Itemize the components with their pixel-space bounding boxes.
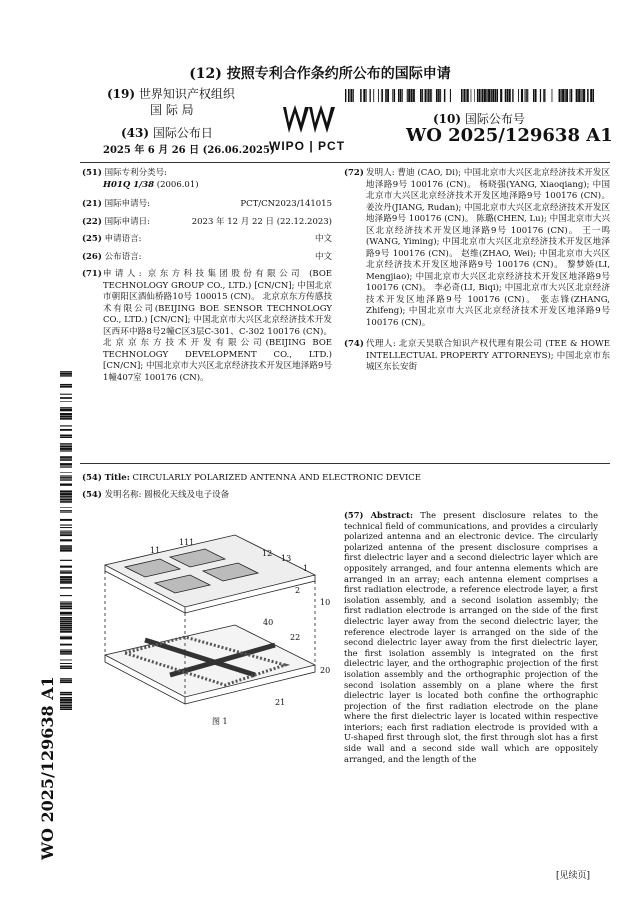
agent-text: 代理人: 北京天昊联合知识产权代理有限公司 (TEE & HOWE INTELLECTUAL PROPERTY ATTORNEYS); 中国北京市东城区东长安街 — [366, 339, 610, 372]
title-label: Title: — [104, 473, 130, 483]
biblio-divider — [80, 463, 610, 464]
fig-label-20: 20 — [320, 666, 331, 675]
lang-code: (25) — [82, 234, 102, 244]
ipc-value-row — [82, 180, 332, 192]
filing-row — [82, 217, 332, 229]
appno-value: PCT/CN2023/141015 — [240, 199, 332, 209]
org-line1: 世界知识产权组织 — [138, 87, 235, 101]
fig-label-111: 111 — [179, 538, 195, 547]
inventor-row — [344, 168, 610, 329]
applicant-row — [82, 269, 332, 384]
biblio-left — [82, 168, 332, 384]
title-cn-value: 圆极化天线及电子设备 — [144, 490, 230, 500]
ipc-date: (2006.01) — [156, 179, 199, 190]
lang-value: 中文 — [314, 234, 332, 244]
pubdate-value: 2025 年 6 月 26 日 (26.06.2025) — [103, 145, 275, 156]
continued-note: [见续页] — [556, 871, 591, 881]
fig-label-1: 1 — [303, 564, 309, 573]
abstract-label: Abstract: — [370, 510, 414, 520]
agent-code: (74) — [344, 339, 364, 349]
wipo-logo-text: WIPO | PCT — [269, 139, 346, 153]
ipc-value: H01Q 1/38 — [103, 179, 155, 190]
fig-label-13: 13 — [281, 554, 292, 563]
ipc-code: (51) — [82, 168, 102, 178]
publang-code: (26) — [82, 251, 102, 262]
fig-label-11: 11 — [150, 546, 161, 555]
publang-value: 中文 — [314, 251, 332, 262]
abstract — [344, 510, 598, 764]
title-value: CIRCULARLY POLARIZED ANTENNA AND ELECTRONIC DEVICE — [132, 473, 422, 483]
pubdate-code: (43) — [121, 126, 150, 140]
fig-label-2: 2 — [295, 586, 301, 595]
lang-row — [82, 234, 332, 246]
agent-row — [344, 339, 610, 374]
title-code: (54) — [82, 473, 102, 483]
header-divider — [80, 162, 610, 163]
document-title: (12) 按照专利合作条约所公布的国际申请 — [189, 66, 451, 82]
appno-label: 国际申请号: — [104, 199, 150, 209]
filing-label: 国际申请日: — [104, 216, 150, 227]
filing-value: 2023 年 12 月 22 日 (22.12.2023) — [191, 216, 332, 227]
abstract-code: (57) — [344, 510, 364, 520]
pubno-label: 国际公布号 — [464, 112, 525, 126]
vertical-barcode — [60, 370, 72, 710]
title-en-row — [82, 473, 602, 485]
vertical-publication-number: WO 2025/129638 A1 — [38, 676, 57, 860]
pubdate-label: 国际公布日 — [152, 126, 213, 140]
pubdate-label-line — [121, 124, 213, 141]
fig-label-22: 22 — [290, 633, 301, 642]
org-name — [107, 85, 235, 102]
title-cn-label: 发明名称: — [104, 490, 142, 500]
ipc-label: 国际专利分类号: — [104, 168, 167, 178]
lang-label: 申请语言: — [104, 234, 142, 244]
title-cn-row — [82, 490, 602, 502]
fig-label-10: 10 — [320, 598, 331, 607]
pubno-value: WO 2025/129638 A1 — [406, 125, 613, 146]
filing-code: (22) — [82, 216, 102, 227]
pubno-code: (10) — [433, 112, 462, 126]
appno-code: (21) — [82, 199, 102, 209]
inventor-code: (72) — [344, 168, 364, 178]
publang-row — [82, 252, 332, 264]
fig-label-12: 12 — [262, 549, 273, 558]
fig-label-21: 21 — [275, 698, 286, 707]
appno-row — [82, 199, 332, 211]
fig-label-40: 40 — [263, 618, 274, 627]
barcode-image — [345, 89, 595, 102]
title-cn-code: (54) — [82, 490, 102, 500]
abstract-text: The present disclosure relates to the technical field of communications, and provides a circularly polarized antenna and an electronic device. The circularly polarized antenna of the present disclosure comprises a first dielectric layer and a second dielectric layer which are oppositely arranged, and four antenna elements which are arranged in an array; each antenna element comprises a first radiation electrode, a reference electrode layer, a first isolation assembly, and a second isolation assembly; the first radiation electrode is arranged on the side of the first dielectric layer away from the second dielectric layer, the reference electrode layer is arranged on the side of the second dielectric layer away from the first dielectric layer, the first isolation assembly is integrated on the first dielectric layer, and the orthographic projection of the first isolation assembly and the orthographic projection of the second isolation assembly on a plane where the first dielectric layer is located both confine the orthographic projection of the first radiation electrode on the plane where the first dielectric layer is located within respective interiors; each first radiation electrode is provided with a U-shaped first through slot, the first through slot has a first side wall and a second side wall which are oppositely arranged, and the length of the — [344, 510, 599, 764]
publang-label: 公布语言: — [104, 251, 142, 262]
applicant-text: 申请人: 京东方科技集团股份有限公司 (BOE TECHNOLOGY GROUP CO., LTD.) [CN/CN]; 中国北京市朝阳区酒仙桥路10号 100015 (CN)。 北京京东方传感技术有限公司(BEIJING BOE SENSOR TECHNOLOGY CO., LTD.) [CN/CN]; 中国北京市大兴区北京经济技术开发区西环中路8号2幢C区3层C-301、C-302 100176 (CN)。 北京京东方技术开发有限公司(BEIJING BOE TECHNOLOGY DEVELOPMENT CO., LTD.) [CN/CN]; 中国北京市大兴区北京经济技术开发区地泽路9号1幢407室 100176 (CN)。 — [103, 269, 332, 383]
applicant-code: (71) — [82, 269, 102, 279]
inventor-text: 发明人: 曹迪 (CAO, Di); 中国北京市大兴区北京经济技术开发区地泽路9号 100176 (CN)。 杨晓强(YANG, Xiaoqiang); 中国北京市大兴区北京经济技术开发区地泽路9号 100176 (CN)。 姜汝丹(JIANG, Rudan); 中国北京市大兴区北京经济技术开发区地泽路9号 100176 (CN)。 陈璐(CHEN, Lu); 中国北京市大兴区北京经济技术开发区地泽路9号 100176 (CN)。 王一鸣(WANG, Yiming); 中国北京市大兴区北京经济技术开发区地泽路9号 100176 (CN)。 赵维(ZHAO, Wei); 中国北京市大兴区北京经济技术开发区地泽路9号 100176 (CN)。 黎梦娇(LI, Mengjiao); 中国北京市大兴区北京经济技术开发区地泽路9号 100176 (CN)。 李必奇(LI, Biqi); 中国北京市大兴区北京经济技术开发区地泽路9号 100176 (CN)。 张志锋(ZHANG, Zhifeng); 中国北京市大兴区北京经济技术开发区地泽路9号 100176 (CN)。 — [366, 168, 610, 328]
figure-caption: 图 1 — [212, 717, 228, 726]
ipc-row — [82, 168, 332, 180]
org-code: (19) — [107, 87, 136, 101]
org-line2: 国 际 局 — [150, 103, 194, 117]
antenna-figure — [85, 525, 335, 735]
biblio-right — [344, 168, 610, 374]
